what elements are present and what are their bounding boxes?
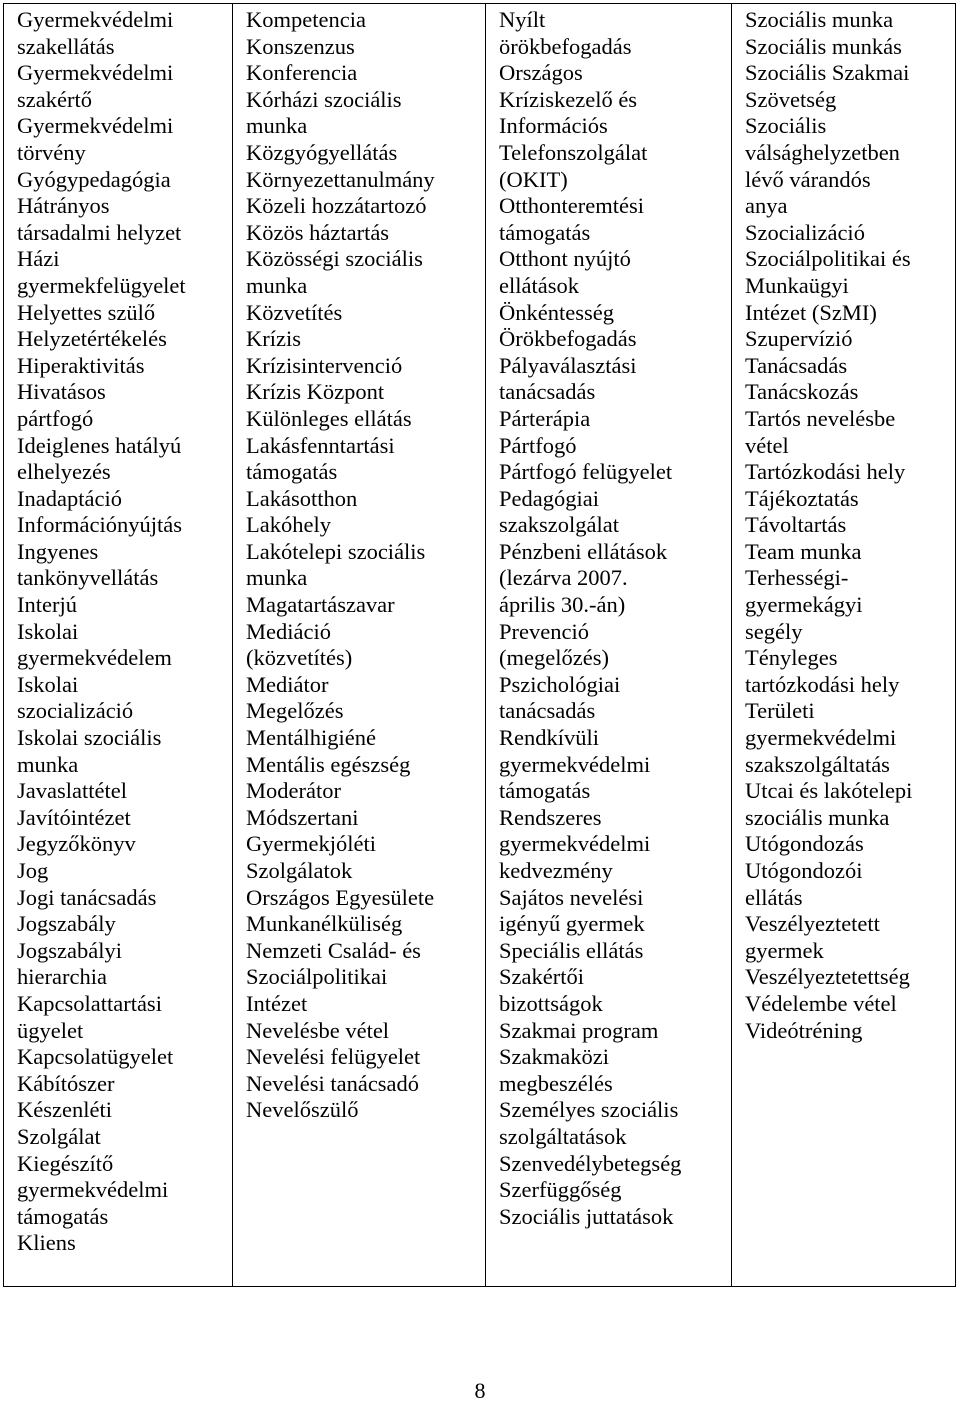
term-line: kedvezmény [499,858,613,883]
term-line: megbeszélés [499,1070,613,1096]
term-line: örökbefogadás [499,33,632,59]
term-line: Helyettes szülő [17,299,156,325]
term-line: Intézet [246,990,308,1016]
term-column-1 [4,4,233,1286]
term-line: ügyelet [17,1017,84,1043]
term-line: Szakmaközi [499,1044,609,1070]
term-line: Javítóintézet [17,804,131,830]
term-line: Pénzbeni ellátások [499,538,668,564]
term-line: Szociálpolitikai és [745,246,911,272]
term-line: Különleges ellátás [246,405,412,431]
term-line: Jegyzőkönyv [17,831,136,857]
term-line: Team munka [745,538,862,564]
term-line: Tanácskozás [745,379,859,405]
term-line: Nevelésbe vétel [246,1017,390,1043]
term-line: Interjú [17,592,77,618]
term-line: Közös háztartás [246,219,390,245]
term-line: támogatás [17,1203,109,1229]
term-line: vétel [745,432,789,458]
term-line: munka [246,565,308,591]
term-line: Helyzetértékelés [17,326,167,352]
term-line: szocializáció [17,698,134,724]
term-line: Tartózkodási hely [745,459,906,485]
term-line: Prevenció [499,618,589,644]
term-line: Információs [499,113,608,139]
term-line: Tényleges [745,645,838,671]
term-line: Szenvedélybetegség [499,1150,682,1176]
term-line: Lakóhely [246,512,331,538]
term-line: Hivatásos [17,379,106,405]
term-line: gyermekvédelem [17,645,172,671]
term-line: Szociális Szakmai [745,60,910,86]
term-line: Személyes szociális [499,1097,679,1123]
term-line: Nemzeti Család- és [246,937,421,963]
term-line: Szakmai program [499,1017,659,1043]
term-line: Örökbefogadás [499,326,637,352]
term-line: Információnyújtás [17,512,182,538]
term-line: Szociális munka [745,7,894,32]
term-line: Önkéntesség [499,299,614,325]
term-line: Kórházi szociális [246,86,402,112]
term-line: Gyermekvédelmi [17,7,174,32]
term-line: Munkaügyi [745,272,849,298]
term-line: Közgyógyellátás [246,139,398,165]
term-line: segély [745,618,803,644]
term-line: gyermekágyi [745,592,863,618]
term-line: gyermek [745,937,824,963]
term-line: munka [17,751,79,777]
term-line: tartózkodási hely [745,671,900,697]
term-line: Munkanélküliség [246,911,403,937]
term-line: Szociális juttatások [499,1203,674,1229]
term-line: Hiperaktivitás [17,352,145,378]
term-line: támogatás [499,219,591,245]
term-line: Javaslattétel [17,778,127,804]
term-line: Pártfogó felügyelet [499,459,673,485]
term-line: Veszélyeztetett [745,911,880,937]
term-line: Pszichológiai [499,671,621,697]
term-line: Iskolai szociális [17,725,162,751]
term-line: Kompetencia [246,7,366,32]
term-line: Mediáció [246,618,331,644]
term-line: szakszolgáltatás [745,751,890,777]
term-line: Konferencia [246,60,358,86]
term-column-2 [233,4,486,1286]
term-line: ellátás [745,884,803,910]
term-line: Védelembe vétel [745,990,897,1016]
term-line: Szociális [745,113,827,139]
term-line: válsághelyzetben [745,139,900,165]
term-line: ellátások [499,272,579,298]
term-line: Lakótelepi szociális [246,538,426,564]
page-number: 8 [474,1378,486,1403]
term-line: Utógondozás [745,831,864,857]
term-line: gyermekvédelmi [499,751,651,777]
term-line: Otthont nyújtó [499,246,631,272]
term-line: Területi [745,698,815,724]
term-line: Megelőzés [246,698,344,724]
term-column-3 [486,4,732,1286]
term-line: Pedagógiai [499,485,599,511]
term-line: tanácsadás [499,379,596,405]
term-line: szakszolgálat [499,512,619,538]
term-line: Tartós nevelésbe [745,405,896,431]
term-line: Utcai és lakótelepi [745,778,913,804]
term-line: (lezárva 2007. [499,565,628,591]
term-line: Intézet (SzMI) [745,299,877,325]
term-line: Gyermekvédelmi [17,60,174,86]
term-line: lévő várandós [745,166,871,192]
term-line: Nevelőszülő [246,1097,359,1123]
term-line: Kiegészítő [17,1150,114,1176]
term-line: Lakásfenntartási [246,432,395,458]
term-line: Országos [499,60,583,86]
term-line: Kábítószer [17,1070,115,1096]
term-line: Sajátos nevelési [499,884,644,910]
term-line: bizottságok [499,990,603,1016]
term-line: Tájékoztatás [745,485,859,511]
term-line: Szerfüggőség [499,1177,622,1203]
term-line: gyermekvédelmi [17,1177,169,1203]
term-line: Szövetség [745,86,837,112]
term-line: munka [246,113,308,139]
term-line: elhelyezés [17,459,111,485]
term-line: gyermekfelügyelet [17,272,186,298]
term-line: Országos Egyesülete [246,884,435,910]
term-line: Konszenzus [246,33,355,59]
term-line: Házi [17,246,60,272]
term-line: Krízisintervenció [246,352,403,378]
term-line: gyermekvédelmi [499,831,651,857]
term-line: Gyógypedagógia [17,166,171,192]
term-line: Szocializáció [745,219,865,245]
term-line: szociális munka [745,804,890,830]
term-line: Jogszabály [17,911,116,937]
term-line: szolgáltatások [499,1123,627,1149]
term-line: Kliens [17,1230,76,1256]
term-line: hierarchia [17,964,107,990]
term-line: Utógondozói [745,858,863,883]
term-line: Speciális ellátás [499,937,644,963]
term-line: Készenléti [17,1097,112,1123]
term-line: Iskolai [17,671,79,697]
term-line: Inadaptáció [17,485,122,511]
term-line: Ideiglenes hatályú [17,432,182,458]
term-line: törvény [17,139,86,165]
term-line: április 30.-án) [499,592,626,618]
glossary-table [3,3,956,1287]
term-line: (közvetítés) [246,645,353,671]
term-line: Szupervízió [745,326,853,352]
term-line: Jogi tanácsadás [17,884,157,910]
term-line: Kapcsolattartási [17,990,162,1016]
term-line: támogatás [499,778,591,804]
term-line: igényű gyermek [499,911,645,937]
term-line: Krízis Központ [246,379,385,405]
term-line: Jogszabályi [17,937,122,963]
term-line: gyermekvédelmi [745,725,897,751]
term-line: Gyermekvédelmi [17,113,174,139]
term-line: Rendszeres [499,804,602,830]
term-line: támogatás [246,459,338,485]
term-line: Jog [17,858,49,883]
term-line: Pályaválasztási [499,352,637,378]
term-line: Közeli hozzátartozó [246,193,427,219]
term-line: (OKIT) [499,166,568,192]
term-line: Távoltartás [745,512,847,538]
term-line: Otthonteremtési [499,193,644,219]
term-line: Szociális munkás [745,33,902,59]
term-line: Párterápia [499,405,591,431]
term-line: Mediátor [246,671,329,697]
term-line: Nevelési tanácsadó [246,1070,420,1096]
term-line: Közösségi szociális [246,246,423,272]
term-line: Krízis [246,326,301,352]
term-line: Lakásotthon [246,485,358,511]
term-line: Tanácsadás [745,352,848,378]
term-line: pártfogó [17,405,94,431]
term-line: szakellátás [17,33,115,59]
term-line: Rendkívüli [499,725,599,751]
term-line: Iskolai [17,618,79,644]
term-line: Szolgálat [17,1123,101,1149]
term-line: társadalmi helyzet [17,219,182,245]
term-line: Hátrányos [17,193,110,219]
term-line: Szolgálatok [246,858,353,883]
term-line: Videótréning [745,1017,863,1043]
term-line: Telefonszolgálat [499,139,648,165]
term-line: Pártfogó [499,432,577,458]
term-line: Kapcsolatügyelet [17,1044,174,1070]
term-line: (megelőzés) [499,645,609,671]
term-line: szakértő [17,86,92,112]
term-line: Moderátor [246,778,341,804]
term-line: Nyílt [499,7,546,32]
term-line: Szakértői [499,964,584,990]
term-line: Szociálpolitikai [246,964,388,990]
term-line: tankönyvellátás [17,565,159,591]
term-line: Gyermekjóléti [246,831,376,857]
term-line: Közvetítés [246,299,343,325]
term-line: Veszélyeztetettség [745,964,910,990]
term-line: Mentálhigiéné [246,725,376,751]
term-line: Terhességi- [745,565,849,591]
term-line: tanácsadás [499,698,596,724]
term-line: anya [745,193,788,219]
term-line: Ingyenes [17,538,99,564]
term-line: munka [246,272,308,298]
term-line: Módszertani [246,804,359,830]
term-line: Mentális egészség [246,751,411,777]
term-line: Nevelési felügyelet [246,1044,421,1070]
term-column-4 [732,4,955,1286]
term-line: Magatartászavar [246,592,395,618]
term-line: Környezettanulmány [246,166,435,192]
term-line: Kríziskezelő és [499,86,638,112]
